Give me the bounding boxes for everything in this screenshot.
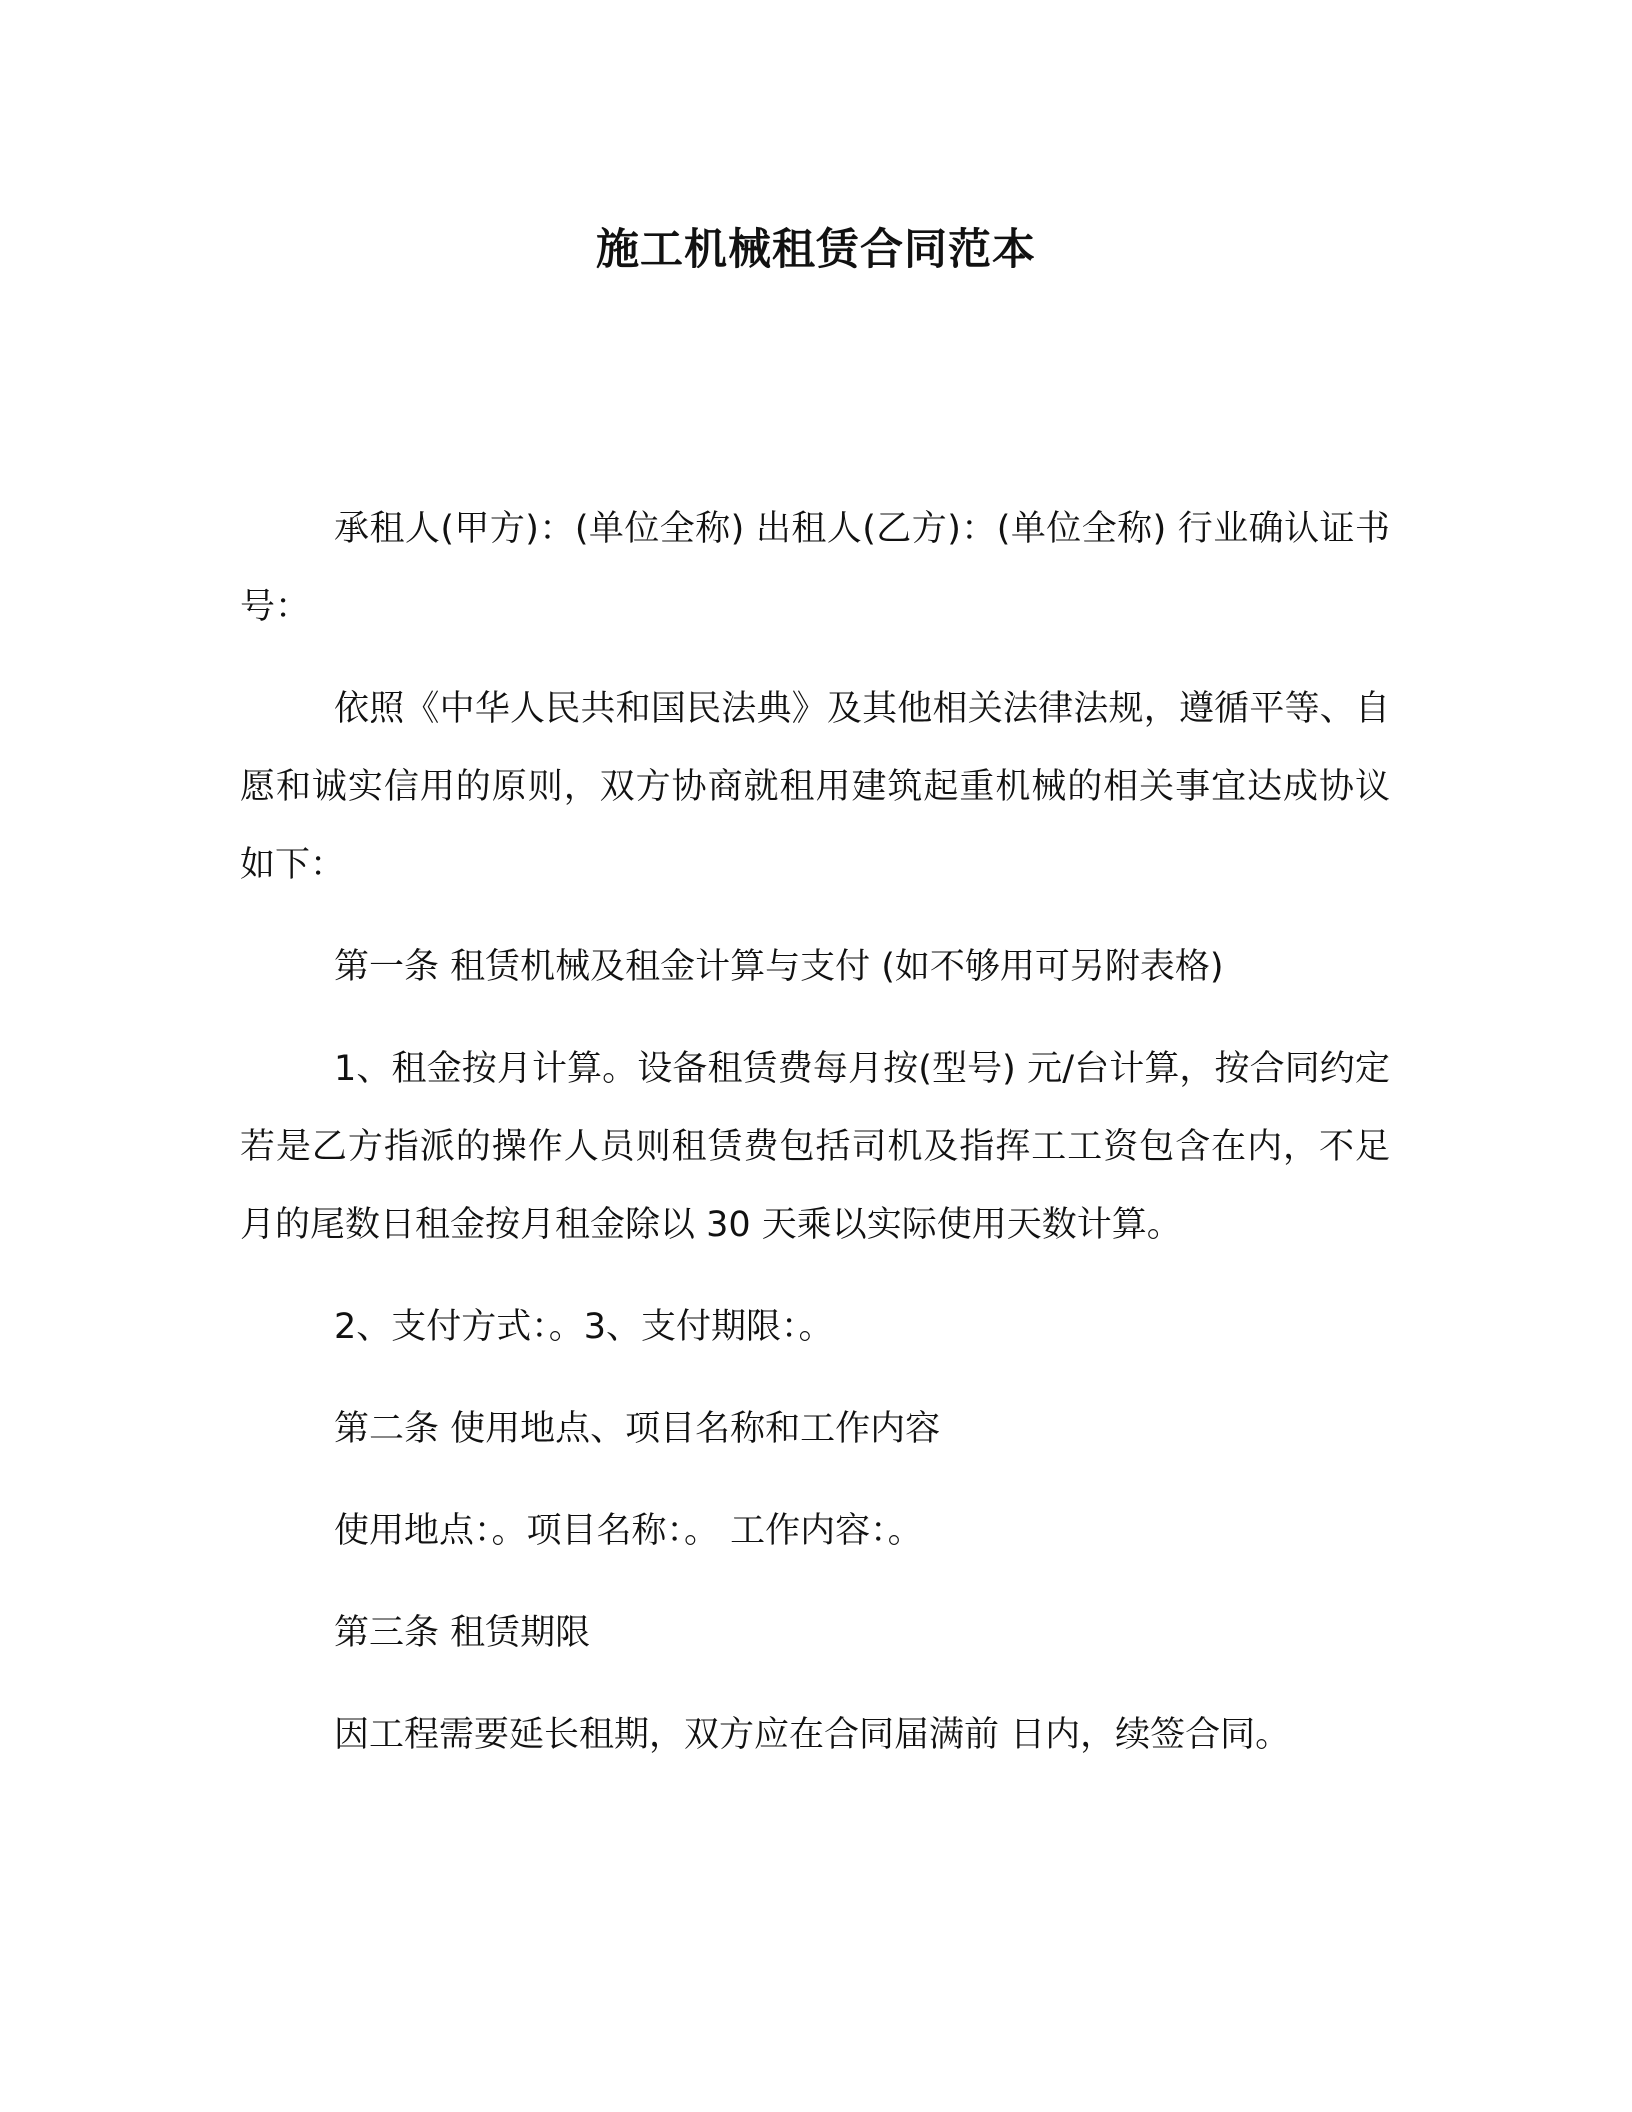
article-2-heading: 第二条 使用地点、项目名称和工作内容 [334, 1409, 941, 1449]
location-project-paragraph: 使用地点：。项目名称：。 工作内容：。 [334, 1511, 923, 1551]
article-3-heading: 第三条 租赁期限 [334, 1613, 591, 1653]
document-title: 施工机械租赁合同范本 [596, 225, 1036, 275]
parties-paragraph: 承租人(甲方)：(单位全称) 出租人(乙方)：(单位全称) 行业确认证书号： [240, 509, 1390, 627]
article-1-heading: 第一条 租赁机械及租金计算与支付 (如不够用可另附表格) [334, 947, 1224, 987]
lease-extension-paragraph: 因工程需要延长租期，双方应在合同届满前 日内，续签合同。 [334, 1715, 1291, 1755]
rent-calculation-paragraph: 1、租金按月计算。设备租赁费每月按(型号) 元/台计算，按合同约定若是乙方指派的操作人员则租赁费包括司机及指挥工工资包含在内，不足月的尾数日租金按月租金除以 30 天乘以实际使用天数计算。 [240, 1049, 1390, 1245]
payment-terms-paragraph: 2、支付方式：。3、支付期限：。 [334, 1307, 834, 1347]
preamble-paragraph: 依照《中华人民共和国民法典》及其他相关法律法规，遵循平等、自愿和诚实信用的原则，双方协商就租用建筑起重机械的相关事宜达成协议如下： [240, 689, 1390, 885]
document-body [240, 490, 1390, 1798]
